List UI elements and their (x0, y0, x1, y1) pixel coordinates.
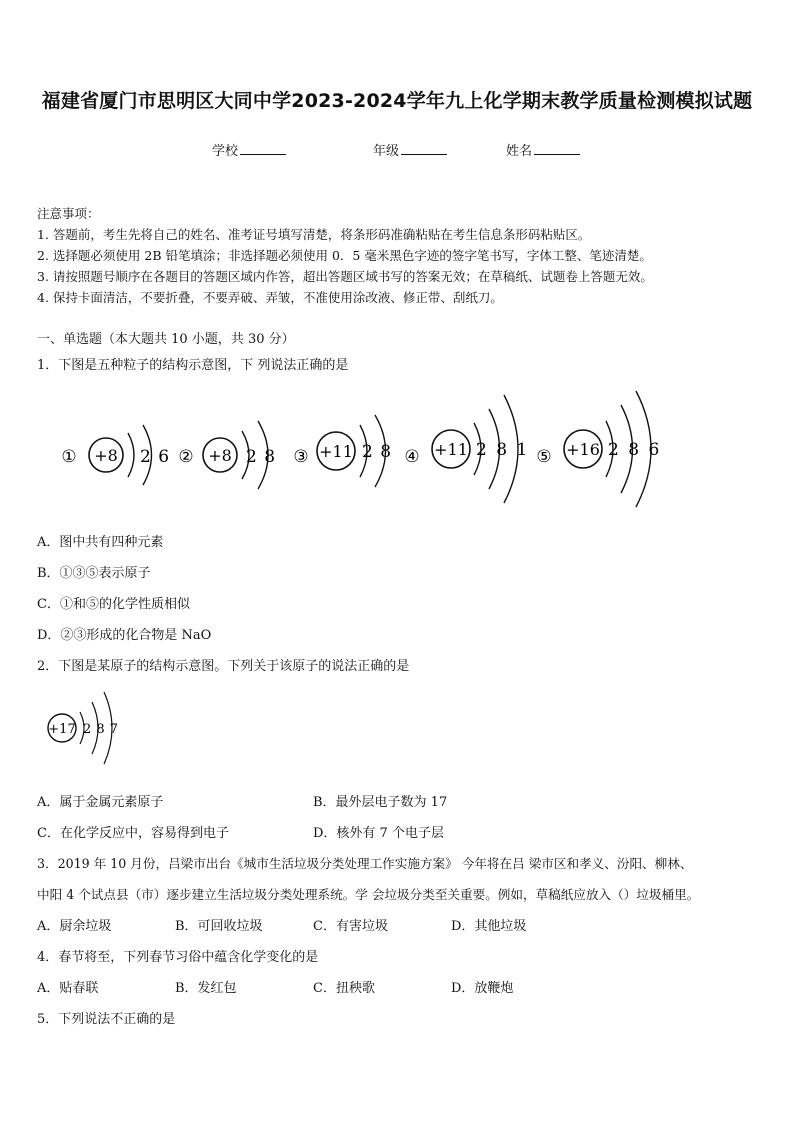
notes-block (37, 203, 757, 308)
particle-label: ② (178, 447, 194, 467)
note-item: 2. 选择题必须使用 2B 铅笔填涂；非选择题必须使用 0．5 毫米黑色字迹的签字笔书写，字体工整、笔迹清楚。 (37, 248, 652, 263)
particle-label: ⑤ (536, 447, 552, 467)
question-2-stem: 2．下图是某原子的结构示意图。下列关于该原子的说法正确的是 (37, 659, 410, 674)
q3-option-c[interactable]: C．有害垃圾 (313, 919, 388, 934)
name-field[interactable] (506, 140, 580, 159)
nucleus-charge: +8 (94, 446, 118, 465)
student-info-fields (0, 140, 794, 160)
particle-diagram-4 (404, 395, 527, 503)
shell-electrons: 2 8 1 (476, 440, 528, 460)
q4-option-b[interactable]: B．发红包 (175, 981, 237, 996)
q2-option-b[interactable]: B．最外层电子数为 17 (313, 795, 448, 810)
note-item: 4. 保持卡面清洁，不要折叠，不要弄破、弄皱，不准使用涂改液、修正带、刮纸刀。 (37, 290, 503, 305)
electron-shell-arc (128, 433, 134, 477)
school-label: 学校 (212, 144, 239, 159)
page-title: 福建省厦门市思明区大同中学2023-2024学年九上化学期末教学质量检测模拟试题 (41, 90, 753, 112)
note-item: 1. 答题前，考生先将自己的姓名、准考证号填写清楚，将条形码准确粘贴在考生信息条形码粘贴区。 (37, 227, 591, 242)
particle-structure-diagrams (0, 385, 794, 515)
atom-structure-diagram (38, 684, 178, 774)
particle-diagram-1 (61, 425, 169, 485)
question-1-stem: 1．下图是五种粒子的结构示意图，下 列说法正确的是 (37, 358, 349, 373)
q2-option-a[interactable]: A．属于金属元素原子 (37, 795, 164, 810)
grade-label: 年级 (373, 144, 400, 159)
q4-option-c[interactable]: C．扭秧歌 (313, 981, 375, 996)
note-item: 3. 请按照题号顺序在各题目的答题区域内作答，超出答题区域书写的答案无效；在草稿纸、试题卷上答题无效。 (37, 269, 653, 284)
shell-electrons: 2 8 7 (83, 722, 119, 737)
nucleus-charge: +8 (208, 446, 232, 465)
shell-electrons: 2 8 (362, 442, 392, 462)
particle-diagram-3 (293, 415, 391, 487)
particle-label: ④ (404, 447, 420, 467)
nucleus-charge: +16 (566, 440, 600, 459)
q4-option-a[interactable]: A．贴春联 (37, 981, 99, 996)
section-heading: 一、单选题（本大题共 10 小题，共 30 分） (37, 332, 295, 347)
name-label: 姓名 (506, 144, 533, 159)
nucleus-charge: +17 (48, 722, 76, 737)
shell-electrons: 2 8 6 (608, 440, 660, 460)
shell-electrons: 2 8 (246, 447, 276, 467)
particle-label: ① (61, 447, 77, 467)
q1-option-c[interactable]: C．①和⑤的化学性质相似 (37, 597, 190, 612)
particle-label: ③ (293, 447, 309, 467)
q2-option-d[interactable]: D．核外有 7 个电子层 (313, 826, 444, 841)
nucleus-charge: +11 (319, 442, 353, 461)
school-blank[interactable] (240, 140, 286, 155)
nucleus-charge: +11 (434, 440, 468, 459)
shell-electrons: 2 6 (140, 447, 170, 467)
particle-diagram-2 (178, 421, 275, 489)
particle-diagram-5 (536, 391, 659, 507)
question-3-stem-line1: 3．2019 年 10 月份，吕梁市出台《城市生活垃圾分类处理工作实施方案》 今年将在吕 梁市区和孝义、汾阳、柳林、 (37, 856, 693, 871)
q3-option-b[interactable]: B．可回收垃圾 (175, 919, 263, 934)
grade-blank[interactable] (401, 140, 447, 155)
name-blank[interactable] (534, 140, 580, 155)
question-5-stem: 5．下列说法不正确的是 (37, 1012, 176, 1027)
notes-heading: 注意事项： (37, 206, 100, 221)
q1-option-d[interactable]: D．②③形成的化合物是 NaO (37, 628, 212, 643)
q2-option-c[interactable]: C．在化学反应中，容易得到电子 (37, 826, 229, 841)
q1-option-a[interactable]: A．图中共有四种元素 (37, 535, 164, 550)
q1-option-b[interactable]: B．①③⑤表示原子 (37, 566, 151, 581)
q4-option-d[interactable]: D．放鞭炮 (451, 981, 514, 996)
school-field[interactable] (212, 140, 286, 159)
question-4-stem: 4．春节将至，下列春节习俗中蕴含化学变化的是 (37, 950, 319, 965)
q3-option-d[interactable]: D．其他垃圾 (451, 919, 527, 934)
grade-field[interactable] (373, 140, 447, 159)
q3-option-a[interactable]: A．厨余垃圾 (37, 919, 112, 934)
question-3-stem-line2: 中阳 4 个试点县（市）逐步建立生活垃圾分类处理系统。学 会垃圾分类至关重要。例如，草稿纸应放入（）垃圾桶里。 (37, 887, 700, 902)
